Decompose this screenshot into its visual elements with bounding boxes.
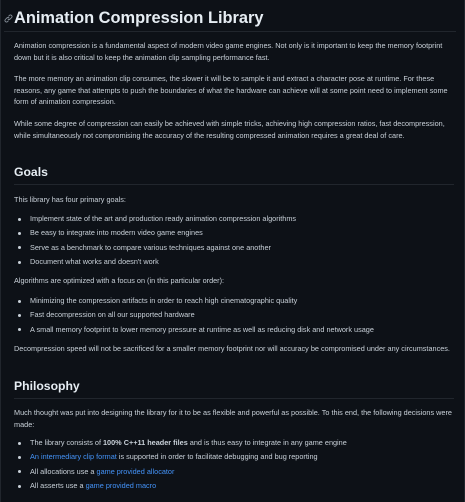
bullet-icon xyxy=(18,218,21,221)
philosophy-lead: Much thought was put into designing the library for it to be as flexible and powerful as possible. To this end, the following decisions were made: xyxy=(14,408,452,429)
list-item xyxy=(14,451,454,462)
item2-suffix: is supported in order to facilitate debugging and bug reporting xyxy=(116,452,318,462)
philosophy-list xyxy=(14,437,454,492)
item1-suffix: and is thus easy to integrate in any game engine xyxy=(187,438,347,447)
list-item xyxy=(14,227,454,238)
bullet-icon xyxy=(18,470,21,473)
list-item-text: Document what works and doesn't work xyxy=(30,257,159,267)
list-item-text: Implement state of the art and production ready animation compression algorithms xyxy=(30,214,297,223)
list-item-text: Be easy to integrate into modern video game engines xyxy=(30,228,203,238)
bullet-icon xyxy=(18,246,21,249)
game-provided-macro-link[interactable]: game provided macro xyxy=(85,481,157,491)
list-item-text: Minimizing the compression artifacts in order to reach high cinematographic quality xyxy=(30,296,298,305)
intro-paragraph-1: Animation compression is a fundamental aspect of modern video game engines. Not only is it important to keep the memory footprint down but it is also critical to keep the animation clip sampling performance fast. xyxy=(14,41,443,62)
link-icon[interactable] xyxy=(4,14,13,23)
list-item xyxy=(14,437,454,448)
list-item xyxy=(14,324,454,335)
list-item xyxy=(14,309,454,320)
item1-prefix: The library consists of xyxy=(30,438,103,447)
bullet-icon xyxy=(18,485,21,488)
bullet-icon xyxy=(18,300,21,303)
list-item xyxy=(14,213,454,224)
list-item-text: Serve as a benchmark to compare various techniques against one another xyxy=(30,242,271,252)
bullet-icon xyxy=(18,456,21,459)
list-item xyxy=(14,466,454,477)
list-item-text: Fast decompression on all our supported hardware xyxy=(30,310,195,320)
item4-prefix: All asserts use a xyxy=(30,481,86,491)
goals-list xyxy=(14,213,454,268)
list-item xyxy=(14,242,454,253)
philosophy-heading: Philosophy xyxy=(14,378,454,399)
page-title: Animation Compression Library xyxy=(14,9,264,27)
bullet-icon xyxy=(18,328,21,331)
list-item-text: A small memory footprint to lower memory pressure at runtime as well as reducing disk and network usage xyxy=(30,324,374,334)
intro-paragraph-3: While some degree of compression can easily be achieved with simple tricks, achieving high compression ratios, fast decompression, while simultaneously not compromising the accuracy of the resulting compressed animation requires a great deal of care. xyxy=(14,119,445,140)
focus-list xyxy=(14,295,454,335)
bullet-icon xyxy=(18,442,21,445)
goals-heading: Goals xyxy=(14,164,454,185)
bullet-icon xyxy=(18,232,21,235)
list-item xyxy=(14,480,454,491)
game-provided-allocator-link[interactable]: game provided allocator xyxy=(96,466,175,476)
list-item xyxy=(14,256,454,267)
title-header xyxy=(4,6,456,32)
bullet-icon xyxy=(18,261,21,264)
focus-lead: Algorithms are optimized with a focus on (in this particular order): xyxy=(14,276,225,285)
bullet-icon xyxy=(18,314,21,317)
list-item xyxy=(14,295,454,306)
intro-paragraph-2: The more memory an animation clip consumes, the slower it will be to sample it and extract a character pose at runtime. For these reasons, any game that attempts to push the boundaries of what the hardware can achieve will at some point need to implement some form of animation compression. xyxy=(14,74,448,107)
item3-prefix: All allocations use a xyxy=(30,466,97,476)
goals-lead: This library has four primary goals: xyxy=(14,195,126,204)
intermediary-clip-format-link[interactable]: An intermediary clip format xyxy=(30,452,117,462)
item1-bold: 100% C++11 header files xyxy=(103,438,188,447)
goals-closing-paragraph: Decompression speed will not be sacrificed for a smaller memory footprint nor will accuracy be compromised under any circumstances. xyxy=(14,344,450,353)
